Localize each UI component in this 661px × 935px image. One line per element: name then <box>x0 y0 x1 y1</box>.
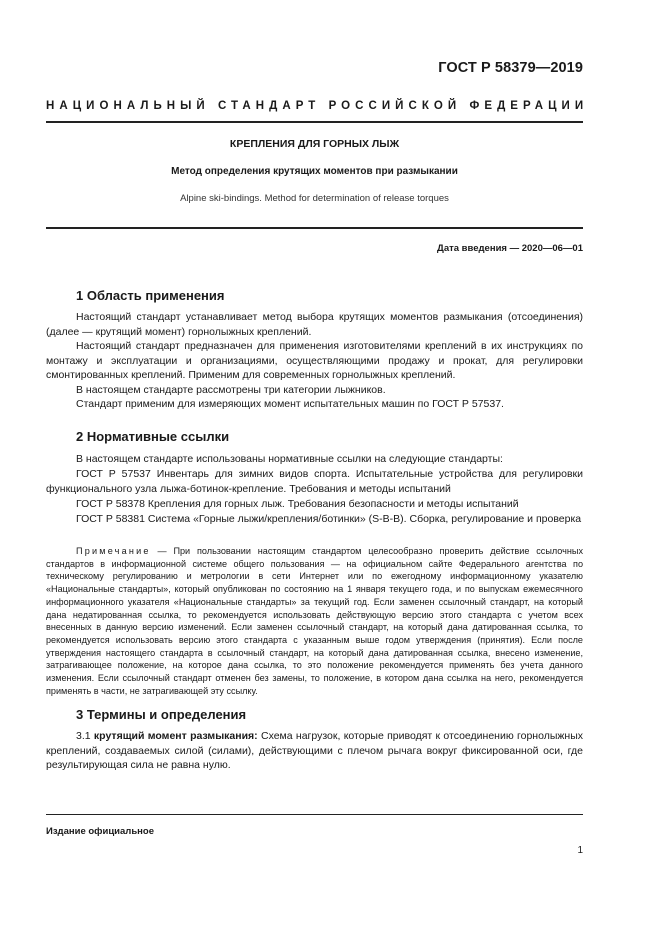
standard-code: ГОСТ Р 58379—2019 <box>438 60 583 76</box>
note-label: Примечание <box>76 546 151 556</box>
reference-gost-57537: ГОСТ Р 57537 Инвентарь для зимних видов спорта. Испытательные устройства для регулировки функционального узла лыжа-ботинок-крепление. Требования и методы испытаний <box>46 468 583 495</box>
title-rule <box>46 227 583 229</box>
introduction-date: Дата введения — 2020—06—01 <box>437 243 583 254</box>
term-number: 3.1 <box>76 730 94 742</box>
section-2-paragraph-1: В настоящем стандарте использованы нормативные ссылки на следующие стандарты: <box>76 453 503 465</box>
section-1-paragraph-2: Настоящий стандарт предназначен для применения изготовителями креплений в их инструкциях по монтажу и эксплуатации и организациями, осуществляющими продажу и прокат, для регулировки смонтированных креплений. Применим для современных горнолыжных креплений. <box>46 340 583 381</box>
normative-note <box>46 545 583 697</box>
section-2-heading: 2 Нормативные ссылки <box>76 429 230 444</box>
section-1-paragraph-1: Настоящий стандарт устанавливает метод выбора крутящих моментов размыкания (отсоединения) (далее — крутящий момент) горнолыжных креплений. <box>46 311 583 338</box>
term-name: крутящий момент размыкания: <box>93 730 258 742</box>
national-standard-banner: НАЦИОНАЛЬНЫЙ СТАНДАРТ РОССИЙСКОЙ ФЕДЕРАЦИИ <box>46 100 589 112</box>
page-number: 1 <box>577 845 583 856</box>
term-definition: Схема нагрузок, которые приводят к отсоединению горнолыжных креплений, создаваемых силой (силами), действующими с плечом рычага вокруг фиксированной оси, где результирующая сила не равна нулю. <box>46 730 583 771</box>
english-title: Alpine ski-bindings. Method for determination of release torques <box>180 193 449 204</box>
reference-gost-58378: ГОСТ Р 58378 Крепления для горных лыж. Требования безопасности и методы испытаний <box>76 498 519 510</box>
section-1-paragraph-4: Стандарт применим для измеряющих момент испытательных машин по ГОСТ Р 57537. <box>76 398 504 410</box>
section-1-heading: 1 Область применения <box>76 288 225 303</box>
section-1-paragraph-3: В настоящем стандарте рассмотрены три категории лыжников. <box>76 384 386 396</box>
section-3-heading: 3 Термины и определения <box>76 707 247 722</box>
top-rule <box>46 121 583 123</box>
footer-rule <box>46 814 583 815</box>
official-edition-label: Издание официальное <box>46 826 154 837</box>
reference-gost-58381: ГОСТ Р 58381 Система «Горные лыжи/крепления/ботинки» (S-B-B). Сборка, регулирование и проверка <box>76 513 582 525</box>
document-title: КРЕПЛЕНИЯ ДЛЯ ГОРНЫХ ЛЫЖ <box>229 138 400 150</box>
document-subtitle: Метод определения крутящих моментов при размыкании <box>171 166 458 177</box>
note-text: — При пользовании настоящим стандартом целесообразно проверить действие ссылочных стандартов в информационной системе общего пользования — на официальном сайте Федерального агентства по техническому регулированию и метрологии в сети Интернет или по ежегодному информационному указателю «Национальные стандарты», который опубликован по состоянию на 1 января текущего года, и по выпускам ежемесячного информационного указателя «Национальные стандарты» за текущий год. Если заменен ссылочный стандарт, на который дана недатированная ссылка, то рекомендуется использовать действующую версию этого стандарта с учетом всех внесенных в данную версию изменений. Если заменен ссылочный стандарт, на который дана датированная ссылка, то рекомендуется использовать версию этого стандарта с указанным выше годом утверждения (принятия). Если после утверждения настоящего стандарта в ссылочный стандарт, на который дана датированная ссылка, внесено изменение, затрагивающее положение, на которое дана ссылка, то это положение рекомендуется применять без учета данного изменения. Если ссылочный стандарт отменен без замены, то положение, в котором дана ссылка на него, рекомендуется применять в части, не затрагивающей эту ссылку. <box>46 546 583 696</box>
term-3-1 <box>46 729 583 773</box>
